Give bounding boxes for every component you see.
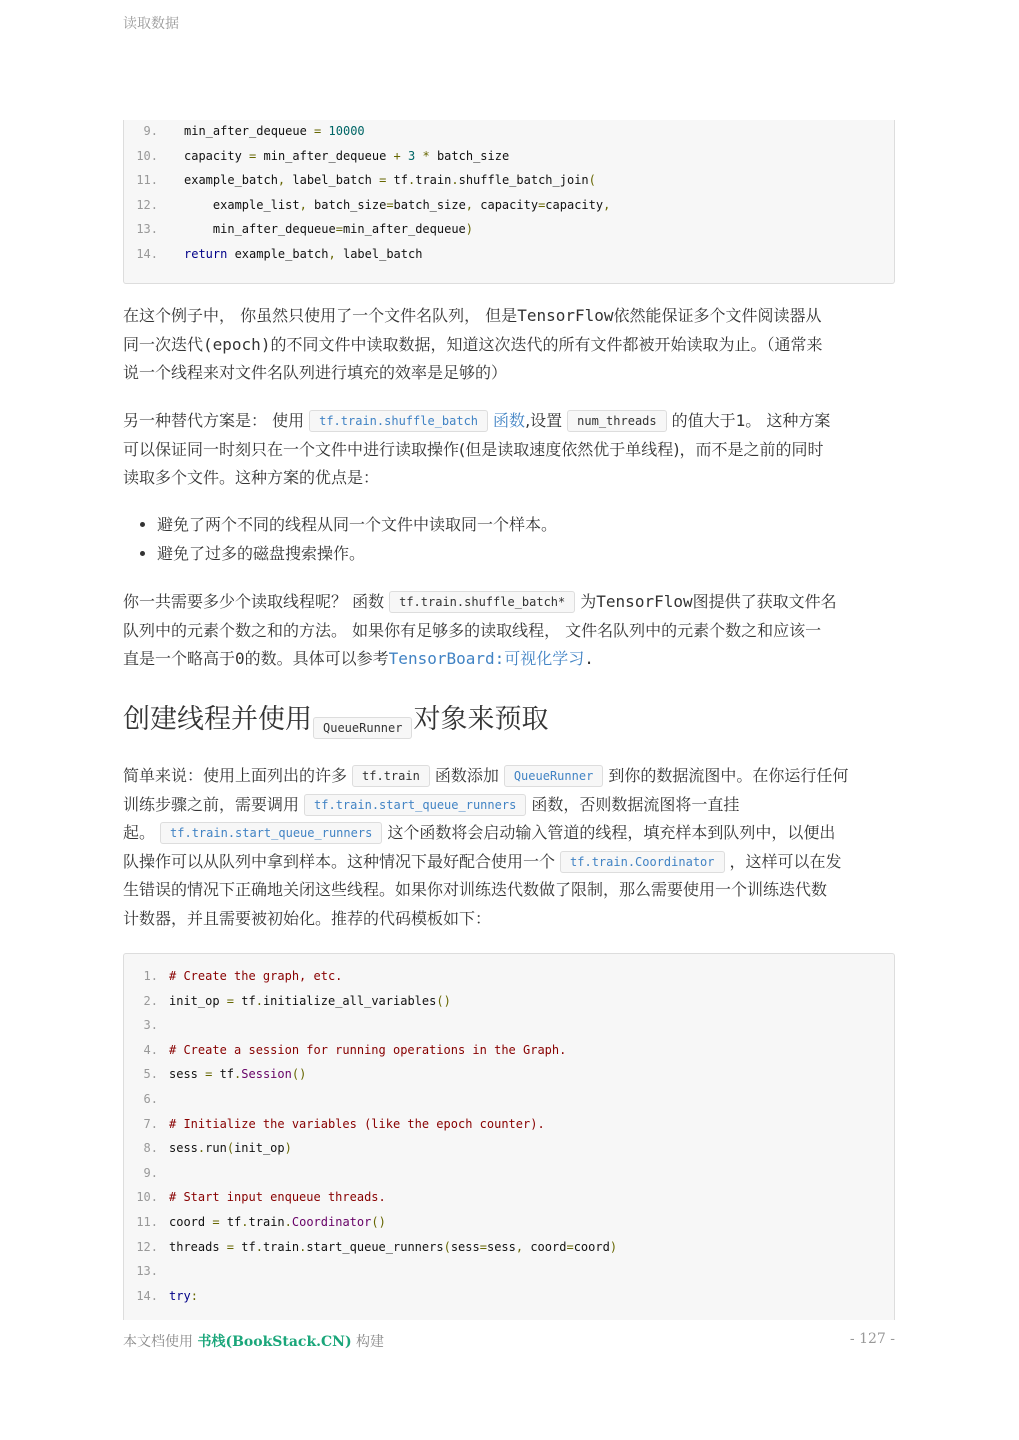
page-number: - 127 - (849, 1331, 895, 1347)
code-token: = (314, 124, 322, 138)
code-token: . (299, 1239, 307, 1254)
line-number: 13. (136, 222, 158, 237)
code-token: Session (241, 1067, 292, 1082)
code-token: = (479, 1239, 487, 1254)
list-item: • 避免了两个不同的线程从同一个文件中读取同一个样本。 (157, 511, 557, 540)
code-token: tf (234, 993, 256, 1008)
code-token: * (422, 148, 430, 163)
line-number: 12. (136, 197, 158, 212)
code-token: = (205, 1067, 213, 1082)
code-token: . (234, 1067, 242, 1082)
line-number: 5. (143, 1067, 158, 1082)
code-token: . (255, 1239, 263, 1254)
code-line (124, 195, 610, 215)
code-line (124, 1261, 169, 1281)
code-token: . (284, 1215, 292, 1229)
code-token: threads (169, 1239, 227, 1254)
code-token: = (226, 993, 235, 1008)
code-token: . (241, 1215, 249, 1229)
code-token: init_op (169, 993, 227, 1008)
code-token: start_queue_runners (306, 1239, 444, 1254)
link-function[interactable]: 函数 (493, 411, 526, 430)
line-number: 6. (143, 1092, 158, 1106)
link-tensorboard[interactable]: TensorBoard:可视化学习 (388, 649, 585, 668)
code-line (124, 1163, 169, 1183)
footer-brand-link[interactable]: 书栈(BookStack.CN) (197, 1334, 352, 1350)
code-token: capacity (545, 197, 604, 212)
code-token: ( (588, 173, 596, 188)
code-token: ( (443, 1239, 451, 1254)
code-token: , (465, 197, 474, 212)
code-token: coord (573, 1239, 610, 1254)
code-token: . (451, 173, 459, 188)
code-token: batch_size (393, 197, 466, 212)
code-token: . (255, 993, 263, 1008)
code-token: # Initialize the variables (like the epoch counter). (169, 1116, 545, 1131)
code-token: # Create the graph, etc. (169, 969, 343, 983)
code-token (401, 149, 408, 163)
paragraph-1: 在这个例子中， 你虽然只使用了一个文件名队列， 但是TensorFlow依然能保证多个文件阅读器从 同一次迭代(epoch)的不同文件中读取数据，知道这次迭代的所有文件都被开始读取为止。（通常来 说一个线程来对文件名队列进行填充的效率是足够的） (123, 306, 823, 382)
line-number: 11. (136, 173, 158, 188)
inline-code-link-shuffle-batch[interactable]: tf.train.shuffle_batch (309, 410, 488, 432)
code-token: ) (465, 222, 474, 237)
code-line (124, 1064, 306, 1084)
line-number: 8. (143, 1141, 158, 1156)
code-line (124, 1286, 198, 1306)
code-token: run (205, 1141, 227, 1156)
line-number: 4. (143, 1042, 158, 1057)
inline-code-link-start-queue-runners-2[interactable]: tf.train.start_queue_runners (160, 822, 382, 844)
code-token: tf (386, 173, 408, 188)
code-line (124, 1237, 617, 1257)
code-token: sess (169, 1141, 198, 1156)
code-line (124, 170, 596, 190)
code-line (124, 991, 451, 1011)
paragraph-2: 另一种替代方案是： 使用 tf.train.shuffle_batch 函数,设置 num_threads 的值大于1。 这种方案 可以保证同一时刻只在一个文件中进行读取操作(但是读取速度依然优于单线程)，而不是之前的同时 读取多个文件。这种方案的优点是： (123, 411, 831, 487)
code-token: init_op (234, 1141, 285, 1156)
line-number: 7. (143, 1116, 158, 1131)
code-token: batch_size (306, 197, 387, 212)
code-token: capacity (184, 148, 250, 163)
inline-code-queuerunner: QueueRunner (313, 717, 412, 739)
code-token: , (603, 197, 611, 212)
code-line (124, 1114, 545, 1134)
code-token: coord (523, 1239, 567, 1254)
code-token: = (212, 1215, 220, 1229)
code-token: example_list (184, 197, 300, 212)
code-token: return (184, 247, 228, 261)
code-line (124, 219, 473, 239)
list-item: • 避免了过多的磁盘搜索操作。 (157, 540, 557, 569)
code-token: train (248, 1215, 285, 1229)
code-line (124, 146, 509, 166)
code-line (124, 1212, 386, 1232)
footer-credit: 本文档使用 书栈(BookStack.CN) 构建 (123, 1334, 385, 1350)
code-token: = (566, 1239, 574, 1254)
code-token: tf (234, 1239, 256, 1254)
code-token: = (386, 197, 394, 212)
code-block-1 (123, 120, 895, 284)
code-token: , (299, 197, 307, 212)
bullet-list (123, 511, 557, 568)
code-token: + (393, 148, 401, 163)
code-token: , (277, 173, 286, 188)
code-token: = (538, 197, 546, 212)
code-token: ( (226, 1141, 235, 1156)
code-token: capacity (473, 197, 539, 212)
code-token: . (197, 1141, 206, 1156)
inline-code-num-threads: num_threads (567, 410, 666, 432)
code-line (124, 966, 342, 986)
line-number: 12. (136, 1239, 158, 1254)
code-line (124, 121, 365, 141)
code-token: 10000 (328, 124, 365, 138)
code-token: batch_size (429, 148, 510, 163)
code-token: train (415, 173, 452, 188)
code-token: example_batch (227, 247, 329, 261)
code-token: # Create a session for running operations in the Graph. (169, 1042, 567, 1057)
inline-code-link-queuerunner[interactable]: QueueRunner (504, 765, 603, 787)
code-token: initialize_all_variables (262, 993, 437, 1008)
line-number: 10. (136, 148, 158, 163)
paragraph-3: 你一共需要多少个读取线程呢？ 函数 tf.train.shuffle_batch* 为TensorFlow图提供了获取文件名 队列中的元素个数之和的方法。 如果你有足够多的读取线程， 文件名队列中的元素个数之和应该一 直是一个略高于0的数。具体可以参考TensorBoard:可视化学习. (123, 592, 837, 668)
line-number: 9. (143, 124, 158, 138)
code-token: = (249, 148, 257, 163)
code-token: . (408, 173, 416, 188)
code-token: = (335, 222, 343, 237)
line-number: 10. (136, 1190, 158, 1205)
code-line (124, 1040, 566, 1060)
line-number: 13. (136, 1264, 158, 1279)
code-token: label_batch (285, 173, 380, 188)
code-token: () (436, 993, 451, 1008)
line-number: 2. (143, 993, 158, 1008)
code-token: : (190, 1288, 198, 1303)
code-block-2 (123, 953, 895, 1320)
code-token: sess (169, 1067, 206, 1082)
code-token: min_after_dequeue (184, 124, 315, 138)
code-token: sess (450, 1239, 480, 1254)
code-token: train (262, 1239, 300, 1254)
code-token: shuffle_batch_join (458, 173, 589, 188)
code-token: label_batch (335, 247, 423, 261)
code-line (124, 1187, 386, 1207)
code-line (124, 244, 422, 264)
code-token: = (379, 173, 387, 188)
line-number: 14. (136, 1288, 158, 1303)
line-number: 11. (136, 1215, 158, 1229)
code-token: try (169, 1288, 191, 1303)
code-line (124, 1138, 292, 1158)
code-line (124, 1089, 169, 1109)
code-token: example_batch (184, 173, 278, 188)
line-number: 3. (143, 1018, 158, 1033)
inline-code-link-start-queue-runners[interactable]: tf.train.start_queue_runners (304, 794, 526, 816)
code-token: # Start input enqueue threads. (169, 1190, 386, 1205)
code-token: , (328, 247, 336, 261)
code-token: tf (212, 1067, 235, 1082)
code-token: min_after_dequeue (342, 222, 466, 237)
code-token: = (226, 1239, 235, 1254)
code-token: coord (169, 1215, 213, 1229)
code-token: sess (486, 1239, 516, 1254)
code-token: 3 (408, 148, 416, 163)
code-token: min_after_dequeue (256, 148, 394, 163)
line-number: 9. (143, 1165, 158, 1180)
code-token (321, 124, 328, 138)
code-token: , (515, 1239, 524, 1254)
code-line (124, 1015, 169, 1035)
line-number: 14. (136, 247, 158, 261)
inline-code-shuffle-batch-star: tf.train.shuffle_batch* (389, 591, 575, 613)
line-number: 1. (143, 969, 158, 983)
inline-code-link-coordinator[interactable]: tf.train.Coordinator (560, 851, 725, 873)
code-token: ) (609, 1239, 618, 1254)
paragraph-4: 简单来说：使用上面列出的许多 tf.train 函数添加 QueueRunner 到你的数据流图中。在你运行任何 训练步骤之前，需要调用 tf.train.start_queue_runners 函数，否则数据流图将一直挂 起。 tf.train.start_queue_runners 这个函数将会启动输入管道的线程，填充样本到队列中，以便出 队操作可以从队列中拿到样本。这种情况下最好配合使用一个 tf.train.Coordinator ，这样可以在发 生错误的情况下正确地关闭这些线程。如果你对训练迭代数做了限制，那么需要使用一个训练迭代数 计数器，并且需要被初始化。推荐的代码模板如下： (123, 766, 849, 928)
code-token: ) (284, 1141, 292, 1156)
code-token: min_after_dequeue (184, 222, 336, 237)
code-token: Coordinator (291, 1215, 372, 1229)
code-token: () (291, 1067, 307, 1082)
page-header-title: 读取数据 (123, 16, 179, 32)
code-token: tf (219, 1215, 242, 1229)
section-heading: 创建线程并使用 QueueRunner 对象来预取 (123, 700, 548, 748)
code-token: () (371, 1215, 386, 1229)
inline-code-tf-train: tf.train (352, 765, 430, 787)
